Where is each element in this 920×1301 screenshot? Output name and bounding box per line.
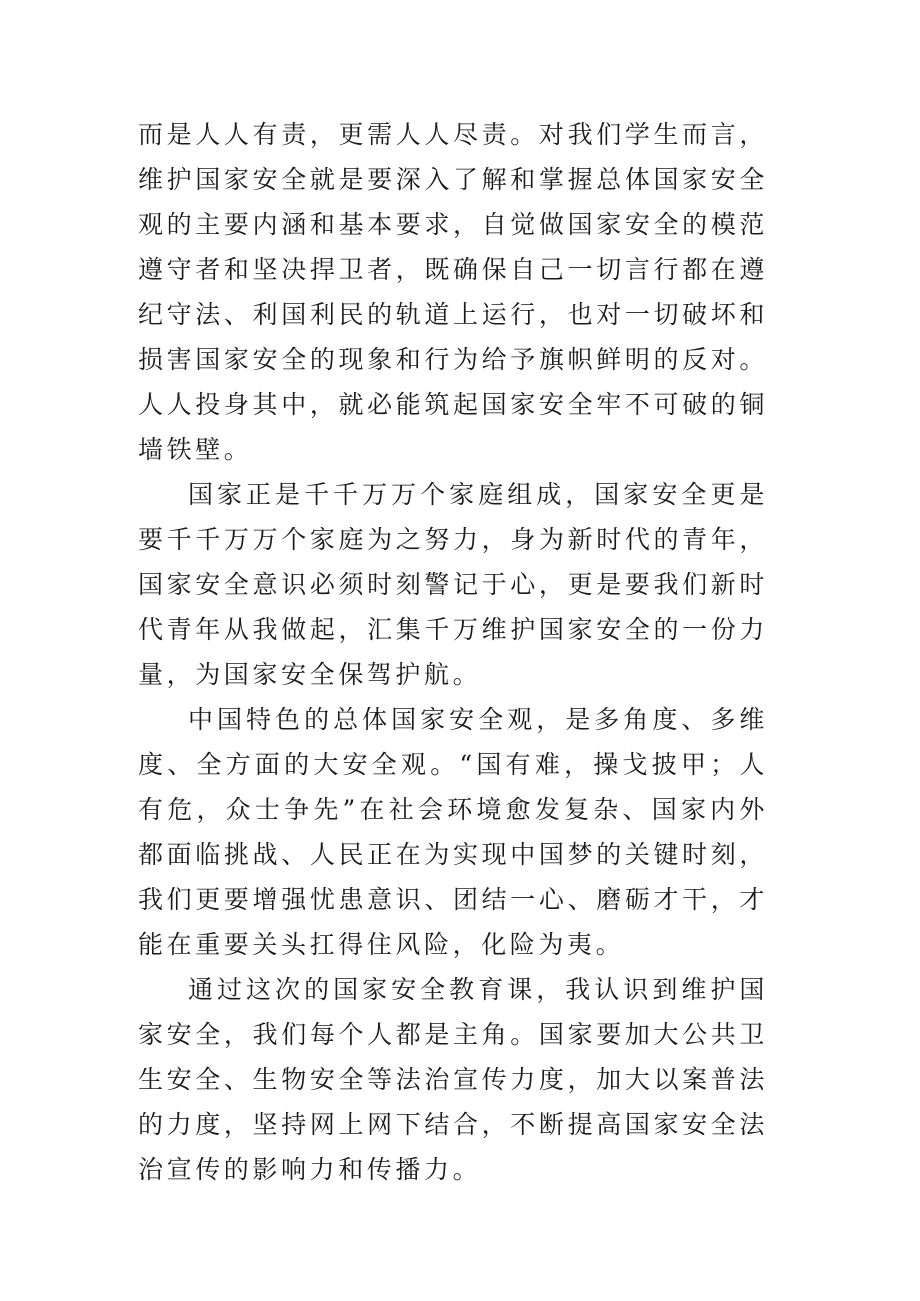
paragraph-3: 中国特色的总体国家安全观，是多角度、多维度、全方面的大安全观。“国有难，操戈披甲；人有危，众士争先”在社会环境愈发复杂、国家内外都面临挑战、人民正在为实现中国梦的关键时刻，我们更要增强忧患意识、团结一心、磨砺才干，才能在重要关头扛得住风险，化险为夷。 (138, 705, 768, 959)
paragraph-2: 国家正是千千万万个家庭组成，国家安全更是要千千万万个家庭为之努力，身为新时代的青年，国家安全意识必须时刻警记于心，更是要我们新时代青年从我做起，汇集千万维护国家安全的一份力量，为国家安全保驾护航。 (138, 480, 768, 689)
document-body (138, 112, 768, 1192)
paragraph-1: 而是人人有责，更需人人尽责。对我们学生而言，维护国家安全就是要深入了解和掌握总体国家安全观的主要内涵和基本要求，自觉做国家安全的模范遵守者和坚决捍卫者，既确保自己一切言行都在遵纪守法、利国利民的轨道上运行，也对一切破坏和损害国家安全的现象和行为给予旗帜鲜明的反对。人人投身其中，就必能筑起国家安全牢不可破的铜墙铁壁。 (138, 120, 768, 464)
paragraph-4: 通过这次的国家安全教育课，我认识到维护国家安全，我们每个人都是主角。国家要加大公共卫生安全、生物安全等法治宣传力度，加大以案普法的力度，坚持网上网下结合，不断提高国家安全法治宣传的影响力和传播力。 (138, 975, 768, 1184)
